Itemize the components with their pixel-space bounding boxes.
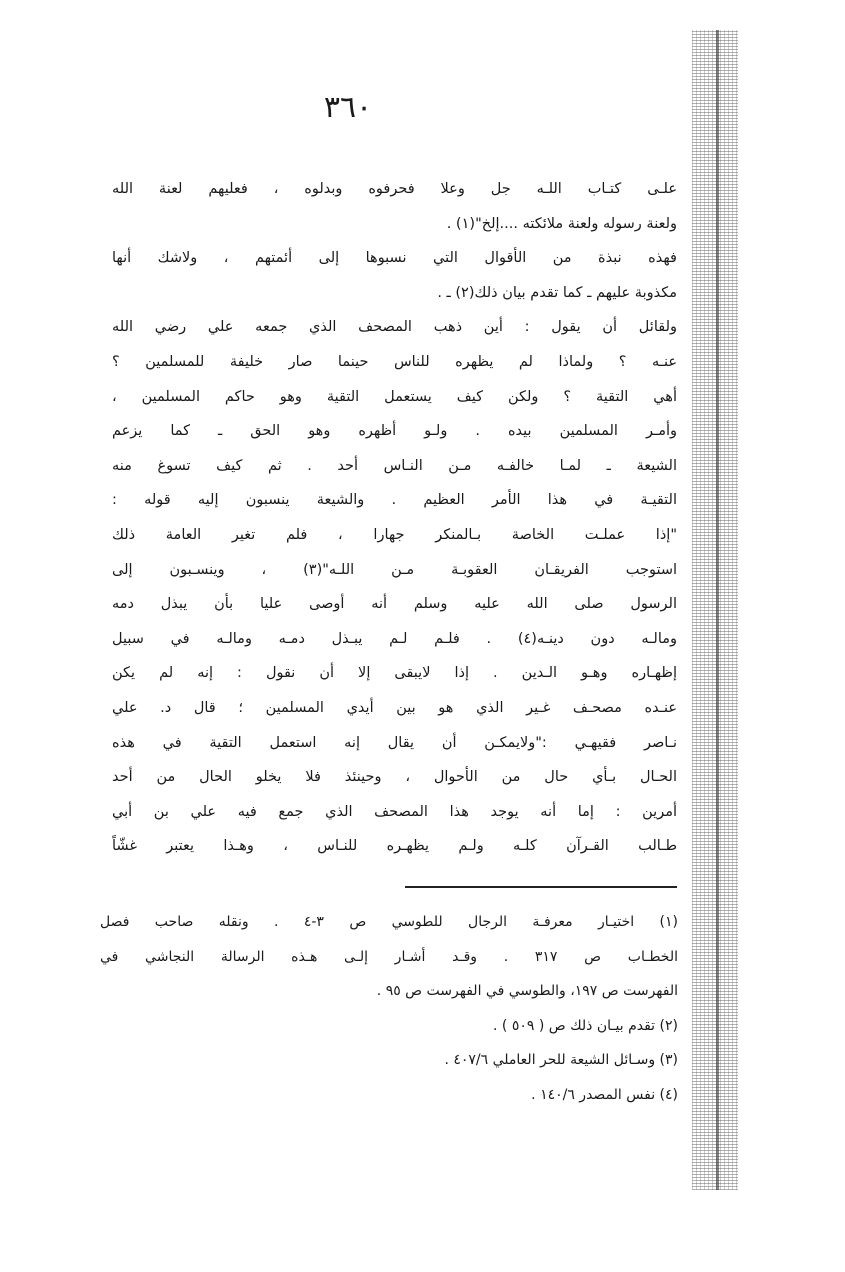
- text-line: فهذه نبذة من الأقوال التي نسبوها إلى أئمتهم ، ولاشك أنها: [112, 250, 677, 267]
- text-line: الحـال بـأي حال من الأحوال ، وحينئذ فلا يخلو الحال من أحد: [112, 769, 677, 786]
- binding-edge: [716, 30, 719, 1190]
- text-line: التقيـة في هذا الأمر العظيم . والشيعة ينسبون إليه قوله :: [112, 492, 677, 509]
- text-line: أمرين : إما أنه يوجد هذا المصحف الذي جمع فيه علي بن أبي: [112, 803, 677, 820]
- text-line: ولقائل أن يقول : أين ذهب المصحف الذي جمعه علي رضي الله: [112, 319, 677, 336]
- footnote-line: (٢) تقدم بيـان ذلك ص ( ٥٠٩ ) .: [493, 1017, 678, 1034]
- text-line: عنـده مصحـف غـير الذي هو بين أيدي المسلمين ؛ قال د. علي: [112, 699, 677, 716]
- binding-shadow: [692, 30, 738, 1190]
- footnotes: [100, 905, 678, 1112]
- footnote-line: (٣) وسـائل الشيعة للحر العاملي ٤٠٧/٦ .: [444, 1052, 678, 1068]
- text-line: عنـه ؟ ولماذا لم يظهره للناس حينما صار خليفة للمسلمين ؟: [112, 353, 677, 370]
- text-line: علـى كتـاب اللـه جل وعلا فحرفوه وبدلوه ، فعليهم لعنة الله: [112, 181, 677, 197]
- text-line: نـاصر فقيهـي :"ولايمكـن أن يقال إنه استعمل التقية في هذه: [112, 734, 677, 751]
- footnote-line: (١) اختيـار معرفـة الرجال للطوسي ص ٣-٤ . ونقله صاحب فصل: [100, 914, 678, 930]
- body-text: [112, 172, 677, 864]
- text-line: ولعنة رسوله ولعنة ملائكته ....إلخ"(١) .: [446, 215, 677, 232]
- text-line: الشيعة ـ لمـا خالفـه مـن النـاس أحد . ثم كيف تسوغ منه: [112, 457, 677, 474]
- page-number: ٣٦٠: [323, 90, 373, 125]
- text-line: طـالب القـرآن كلـه ولـم يظهـره للنـاس ، وهـذا يعتبر غشّاً: [112, 838, 677, 855]
- footnote-line: الفهرست ص ١٩٧، والطوسي في الفهرست ص ٩٥ .: [376, 983, 678, 999]
- text-line: وأمـر المسلمين بيده . ولـو أظهره وهو الحق ـ كما يزعم: [112, 423, 677, 440]
- text-line: "إذا عملـت الخاصة بـالمنكر جهارا ، فلم تغير العامة ذلك: [112, 526, 677, 543]
- text-line: إظهـاره وهـو الـدين . إذا لايبقى إلا أن نقول : إنه لم يكن: [112, 665, 677, 682]
- text-line: مكذوبة عليهم ـ كما تقدم بيان ذلك(٢) ـ .: [437, 284, 677, 301]
- text-line: أهي التقية ؟ ولكن كيف يستعمل التقية وهو حاكم المسلمين ،: [112, 388, 677, 405]
- footnote-separator: [405, 886, 677, 888]
- text-line: ومالـه دون دينـه(٤) . فلـم لـم يبـذل دمـه ومالـه في سبيل: [112, 630, 677, 647]
- footnote-line: (٤) نفس المصدر ١٤٠/٦ .: [531, 1086, 678, 1103]
- footnote-line: الخطـاب ص ٣١٧ . وقـد أشـار إلـى هـذه الرسالة النجاشي في: [100, 948, 678, 965]
- text-line: الرسول صلى الله عليه وسلم أنه أوصى عليا بأن يبذل دمه: [112, 596, 677, 613]
- text-line: استوجب الفريقـان العقوبـة مـن اللـه"(٣) ، وينسـبون إلى: [112, 561, 677, 578]
